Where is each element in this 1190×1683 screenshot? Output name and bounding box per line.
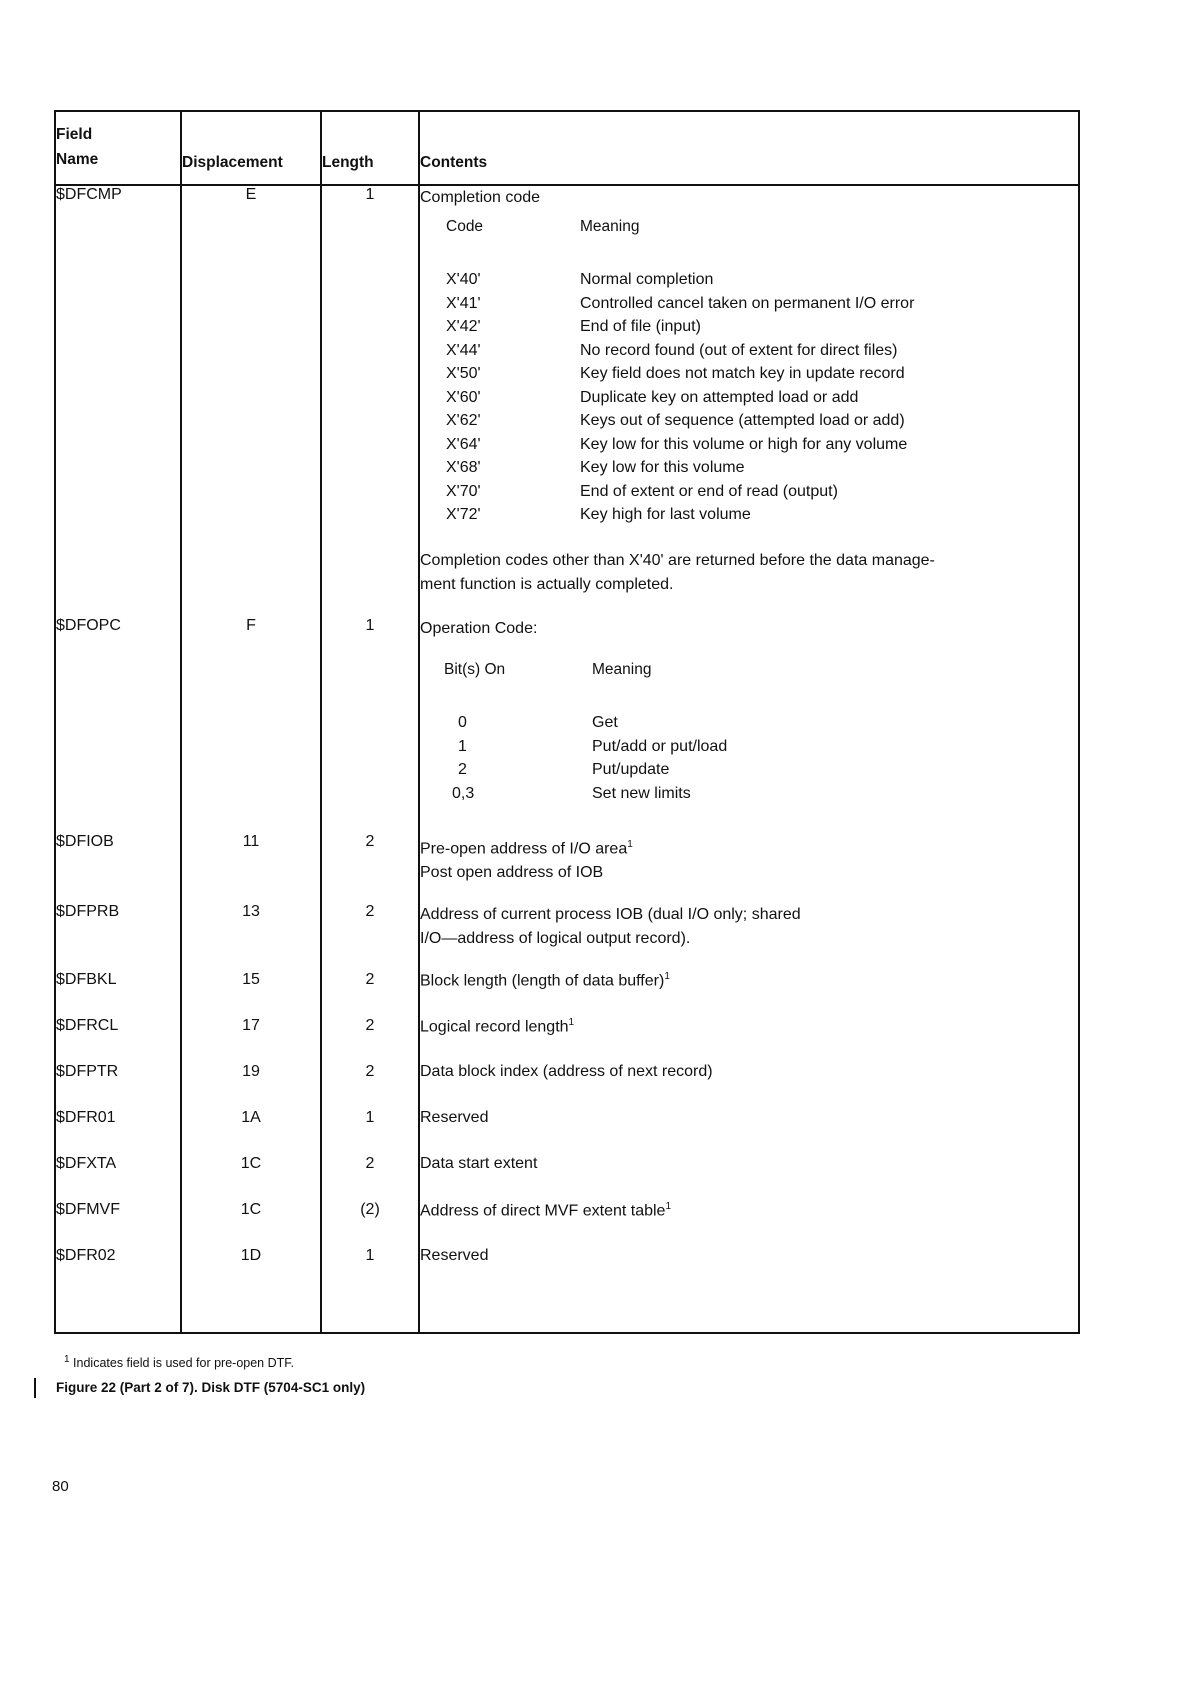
table-row	[55, 1247, 1079, 1333]
table-row	[55, 1017, 1079, 1063]
page-number: 80	[52, 1478, 69, 1495]
footnote-text: Indicates field is used for pre-open DTF.	[73, 1356, 294, 1371]
contents-text: Logical record length	[420, 1018, 569, 1036]
code-value: X'44'	[446, 341, 481, 359]
field-name: $DFMVF	[55, 1201, 181, 1247]
table-row	[55, 903, 1079, 971]
field-displacement: 1A	[181, 1109, 321, 1155]
table-row	[55, 1201, 1079, 1247]
header-length: Length	[321, 111, 419, 185]
field-contents: Reserved	[419, 1109, 1079, 1155]
field-length: 2	[321, 971, 419, 1017]
header-field-label: Field	[56, 126, 93, 143]
code-meaning: Keys out of sequence (attempted load or add)	[580, 412, 905, 429]
code-value: X'40'	[446, 271, 481, 288]
field-length: 1	[321, 617, 419, 833]
list-item	[420, 362, 914, 386]
contents-line-1: Address of current process IOB (dual I/O only; shared	[420, 906, 801, 923]
footnote-mark: 1	[64, 1354, 70, 1365]
field-name: $DFIOB	[55, 833, 181, 903]
field-displacement: 19	[181, 1063, 321, 1109]
completion-note-line-2: ment function is actually completed.	[420, 575, 674, 593]
table-header-row	[55, 111, 1079, 185]
field-name: $DFXTA	[55, 1155, 181, 1201]
field-name: $DFRCL	[55, 1017, 181, 1063]
bit-value: 0,3	[452, 784, 475, 802]
header-field-name	[55, 111, 181, 185]
field-contents	[419, 185, 1079, 617]
code-meaning: Key high for last volume	[580, 506, 751, 523]
list-item	[420, 315, 914, 339]
code-value: X'68'	[446, 459, 481, 476]
field-contents	[419, 1201, 1079, 1247]
field-length: 1	[321, 1109, 419, 1155]
field-length: 1	[321, 185, 419, 617]
table-row	[55, 971, 1079, 1017]
table-row	[55, 833, 1079, 903]
list-item	[420, 758, 727, 782]
field-displacement: 11	[181, 833, 321, 903]
field-contents	[419, 833, 1079, 903]
list-item	[420, 456, 914, 480]
field-name: $DFR02	[55, 1247, 181, 1333]
figure-caption: Figure 22 (Part 2 of 7). Disk DTF (5704-SC1 only)	[56, 1380, 366, 1395]
list-item	[420, 433, 914, 457]
field-name: $DFR01	[55, 1109, 181, 1155]
field-name: $DFCMP	[55, 185, 181, 617]
field-length: 2	[321, 833, 419, 903]
field-name: $DFPRB	[55, 903, 181, 971]
field-contents	[419, 903, 1079, 971]
code-value: X'70'	[446, 482, 481, 500]
field-displacement: F	[181, 617, 321, 833]
list-item	[420, 503, 914, 527]
header-contents: Contents	[419, 111, 1079, 185]
field-length: 2	[321, 1063, 419, 1109]
code-value: X'41'	[446, 294, 481, 312]
field-name: $DFBKL	[55, 971, 181, 1017]
bits-table-header	[420, 661, 727, 711]
footnote-mark: 1	[568, 1017, 575, 1028]
code-meaning: Key low for this volume	[580, 459, 745, 476]
code-meaning: Key field does not match key in update record	[580, 365, 905, 382]
field-displacement: E	[181, 185, 321, 617]
list-item	[420, 409, 914, 433]
footnote-mark: 1	[665, 1201, 672, 1212]
list-item	[420, 292, 914, 316]
field-contents: Data block index (address of next record)	[419, 1063, 1079, 1109]
footnote-mark: 1	[664, 971, 670, 982]
field-length: 1	[321, 1247, 419, 1333]
code-value: X'42'	[446, 318, 481, 335]
list-item	[420, 339, 914, 363]
field-displacement: 1C	[181, 1201, 321, 1247]
field-displacement: 13	[181, 903, 321, 971]
bit-meaning: Put/update	[592, 761, 670, 778]
revision-bar	[34, 1378, 36, 1398]
footnote-mark: 1	[627, 839, 633, 850]
field-contents	[419, 617, 1079, 833]
code-meaning: Key low for this volume or high for any volume	[580, 435, 908, 453]
field-displacement: 1D	[181, 1247, 321, 1333]
field-contents: Reserved	[419, 1247, 1079, 1333]
bit-value: 0	[458, 714, 467, 731]
meaning-header: Meaning	[592, 661, 652, 678]
code-meaning: Normal completion	[580, 271, 714, 288]
table-row	[55, 617, 1079, 833]
header-name-label: Name	[56, 151, 99, 168]
code-value: X'62'	[446, 412, 481, 429]
list-item	[420, 386, 914, 410]
completion-note-line-1: Completion codes other than X'40' are returned before the data manage-	[420, 551, 935, 569]
code-header: Code	[446, 218, 484, 235]
header-displacement: Displacement	[181, 111, 321, 185]
meaning-header: Meaning	[580, 218, 640, 235]
bits-header: Bit(s) On	[444, 661, 506, 678]
code-meaning: End of file (input)	[580, 318, 701, 335]
disk-dtf-table	[54, 110, 1080, 1334]
code-value: X'50'	[446, 365, 481, 382]
list-item	[420, 711, 727, 735]
operation-code-title: Operation Code:	[420, 620, 538, 637]
table-row	[55, 1155, 1079, 1201]
operation-code-table	[420, 661, 727, 805]
bit-value: 1	[458, 737, 467, 755]
contents-line-2: I/O—address of logical output record).	[420, 930, 691, 947]
field-displacement: 17	[181, 1017, 321, 1063]
code-table-header	[420, 218, 914, 268]
bit-meaning: Get	[592, 714, 618, 731]
field-name: $DFOPC	[55, 617, 181, 833]
code-meaning: No record found (out of extent for direct files)	[580, 341, 898, 359]
code-meaning: End of extent or end of read (output)	[580, 482, 838, 500]
list-item	[420, 268, 914, 292]
list-item	[420, 480, 914, 504]
contents-text: Pre-open address of I/O area	[420, 840, 628, 858]
field-length: 2	[321, 1155, 419, 1201]
bit-meaning: Put/add or put/load	[592, 737, 728, 755]
field-contents	[419, 971, 1079, 1017]
field-length: 2	[321, 903, 419, 971]
completion-code-table	[420, 218, 914, 527]
code-value: X'72'	[446, 506, 481, 523]
field-displacement: 15	[181, 971, 321, 1017]
bit-value: 2	[458, 761, 467, 778]
field-length: (2)	[321, 1201, 419, 1247]
code-value: X'64'	[446, 435, 481, 453]
bit-meaning: Set new limits	[592, 784, 691, 802]
code-meaning: Controlled cancel taken on permanent I/O error	[580, 294, 915, 312]
contents-text: Block length (length of data buffer)	[420, 972, 665, 990]
contents-line-2: Post open address of IOB	[420, 864, 604, 882]
field-displacement: 1C	[181, 1155, 321, 1201]
field-name: $DFPTR	[55, 1063, 181, 1109]
list-item	[420, 735, 727, 759]
table-row	[55, 185, 1079, 617]
field-contents: Data start extent	[419, 1155, 1079, 1201]
footnote	[64, 1354, 294, 1370]
list-item	[420, 782, 727, 806]
completion-code-title: Completion code	[420, 189, 541, 206]
code-meaning: Duplicate key on attempted load or add	[580, 388, 859, 406]
code-value: X'60'	[446, 388, 481, 406]
table-row	[55, 1109, 1079, 1155]
field-contents	[419, 1017, 1079, 1063]
table-row	[55, 1063, 1079, 1109]
field-length: 2	[321, 1017, 419, 1063]
contents-line-1	[420, 833, 1078, 861]
contents-text: Address of direct MVF extent table	[420, 1202, 666, 1220]
